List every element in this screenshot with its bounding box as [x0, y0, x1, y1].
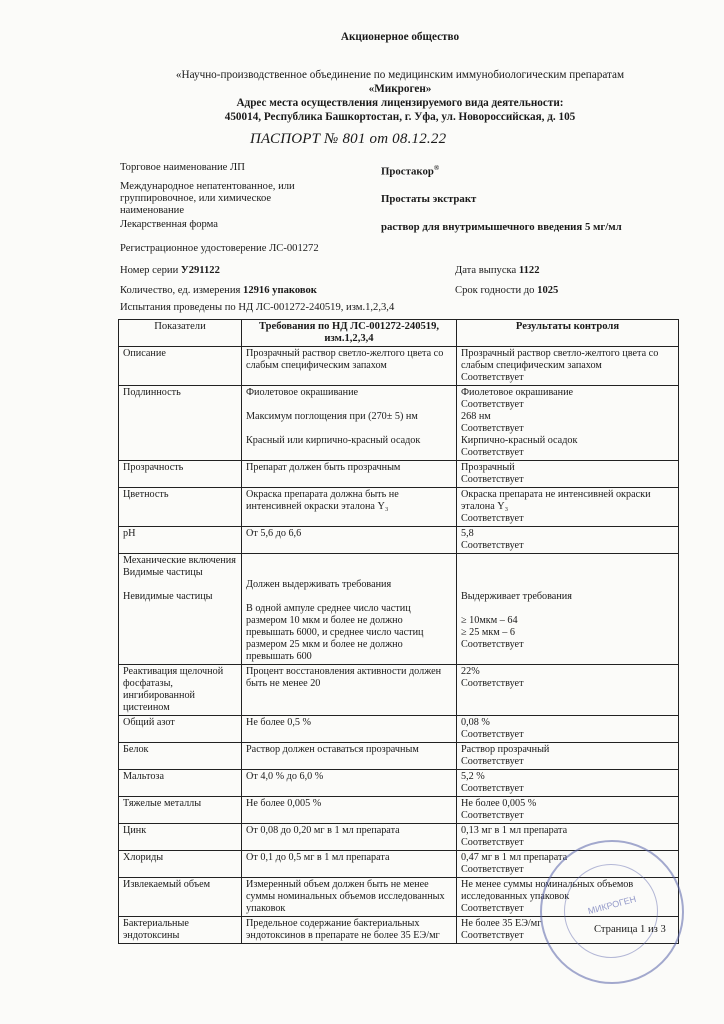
cell-requirement: От 4,0 % до 6,0 % [242, 770, 457, 797]
cell-param: Общий азот [119, 716, 242, 743]
cell-requirement: Не более 0,005 % [242, 797, 457, 824]
cell-result: 5,8 Соответствует [457, 527, 679, 554]
cell-requirement: Раствор должен оставаться прозрачным [242, 743, 457, 770]
registration-text: Регистрационное удостоверение ЛС-001272 [120, 243, 319, 254]
table-row [119, 347, 679, 386]
seal-stamp [540, 840, 684, 984]
cell-result: 0,47 мг в 1 мл препарата Соответствует [457, 851, 679, 878]
address-value: 450014, Республика Башкортостан, г. Уфа, ул. Новороссийская, д. 105 [224, 111, 576, 123]
page-number: Страница 1 из 3 [594, 924, 666, 935]
expiry-value: 1025 [537, 285, 559, 296]
series-row: Номер серии У291122 [120, 265, 220, 276]
table-row [119, 461, 679, 488]
table-header-row [119, 320, 679, 347]
cell-result: Прозрачный раствор светло-желтого цвета со слабым специфическим запахом Соответствует [457, 347, 679, 386]
inn-label-3: наименование [120, 205, 185, 216]
cell-result: Выдерживает требования ≥ 10мкм – 64 ≥ 25 мкм – 6 Соответствует [457, 554, 679, 665]
cell-requirement: От 0,1 до 0,5 мг в 1 мл препарата [242, 851, 457, 878]
release-row: Дата выпуска 1122 [455, 265, 540, 276]
cell-requirement: Окраска препарата должна быть не интенсивней окраски эталона Y₃ [242, 488, 457, 527]
cell-param: Бактериальные эндотоксины [119, 917, 242, 944]
table-row [119, 665, 679, 716]
table-row [119, 770, 679, 797]
cell-result: 5,2 % Соответствует [457, 770, 679, 797]
cell-result: Не более 35 ЕЭ/мг Соответствует [457, 917, 679, 944]
cell-param: Механические включения Видимые частицы Невидимые частицы [119, 554, 242, 665]
cell-result: 0,08 % Соответствует [457, 716, 679, 743]
cell-param: Реактивация щелочной фосфатазы, ингибированной цистеином [119, 665, 242, 716]
cell-param: Прозрачность [119, 461, 242, 488]
trade-name-value: Простакор® [381, 164, 440, 178]
inn-label-1: Международное непатентованное, или [120, 181, 295, 192]
cell-requirement: Измеренный объем должен быть не менее суммы номинальных объемов исследованных упаковок [242, 878, 457, 917]
tests-text: Испытания проведены по НД ЛС-001272-240519, изм.1,2,3,4 [120, 302, 395, 313]
inn-value: Простаты экстракт [381, 193, 477, 205]
cell-param: Белок [119, 743, 242, 770]
cell-result: Раствор прозрачный Соответствует [457, 743, 679, 770]
cell-requirement: От 0,08 до 0,20 мг в 1 мл препарата [242, 824, 457, 851]
cell-requirement: Должен выдерживать требования В одной ампуле среднее число частиц размером 10 мкм и более не должно превышать 6000, и среднее число частиц размером 25 мкм и более не должно превышать 600 [242, 554, 457, 665]
org-type: Акционерное общество [340, 31, 460, 43]
table-row [119, 527, 679, 554]
cell-requirement: Не более 0,5 % [242, 716, 457, 743]
cell-requirement: От 5,6 до 6,6 [242, 527, 457, 554]
table-row [119, 716, 679, 743]
address-label: Адрес места осуществления лицензируемого вида деятельности: [236, 97, 564, 109]
cell-param: Извлекаемый объем [119, 878, 242, 917]
passport-title: ПАСПОРТ № 801 от 08.12.22 [250, 131, 447, 147]
cell-result: Не менее суммы номинальных объемов исследованных упаковок Соответствует [457, 878, 679, 917]
cell-requirement: Процент восстановления активности должен быть не менее 20 [242, 665, 457, 716]
seal-text: МИКРОГЕН [586, 893, 638, 917]
cell-result: 0,13 мг в 1 мл препарата Соответствует [457, 824, 679, 851]
cell-result: 22% Соответствует [457, 665, 679, 716]
table-row [119, 554, 679, 665]
release-value: 1122 [518, 265, 540, 276]
trade-name-label: Торговое наименование ЛП [120, 162, 245, 173]
cell-result: Прозрачный Соответствует [457, 461, 679, 488]
cell-requirement: Прозрачный раствор светло-желтого цвета со слабым специфическим запахом [242, 347, 457, 386]
cell-requirement: Фиолетовое окрашивание Максимум поглощения при (270± 5) нм Красный или кирпично-красный осадок [242, 386, 457, 461]
cell-result: Окраска препарата не интенсивней окраски эталона Y₃ Соответствует [457, 488, 679, 527]
form-label: Лекарственная форма [120, 219, 218, 230]
header-param: Показатели [119, 320, 242, 347]
table-row [119, 386, 679, 461]
cell-requirement: Препарат должен быть прозрачным [242, 461, 457, 488]
expiry-row: Срок годности до 1025 [455, 285, 559, 296]
header-requirements: Требования по НД ЛС-001272-240519, изм.1,2,3,4 [242, 320, 457, 347]
org-name: «Научно-производственное объединение по медицинским иммунобиологическим препаратам [175, 69, 625, 81]
table-row [119, 797, 679, 824]
quantity-row: Количество, ед. измерения 12916 упаковок [120, 285, 317, 296]
cell-param: Описание [119, 347, 242, 386]
quantity-value: 12916 упаковок [243, 285, 317, 296]
org-short-name: «Микроген» [368, 83, 432, 95]
cell-param: pH [119, 527, 242, 554]
inn-label-2: группировочное, или химическое [120, 193, 272, 204]
cell-param: Хлориды [119, 851, 242, 878]
header-results: Результаты контроля [457, 320, 679, 347]
cell-param: Цветность [119, 488, 242, 527]
cell-result: Фиолетовое окрашивание Соответствует 268 нм Соответствует Кирпично-красный осадок Соответствует [457, 386, 679, 461]
table-row [119, 488, 679, 527]
cell-param: Цинк [119, 824, 242, 851]
cell-param: Подлинность [119, 386, 242, 461]
form-value: раствор для внутримышечного введения 5 мг/мл [381, 221, 622, 233]
series-value: У291122 [180, 265, 220, 276]
cell-requirement: Предельное содержание бактериальных эндотоксинов в препарате не более 35 ЕЭ/мг [242, 917, 457, 944]
cell-param: Мальтоза [119, 770, 242, 797]
cell-param: Тяжелые металлы [119, 797, 242, 824]
table-row [119, 743, 679, 770]
cell-result: Не более 0,005 % Соответствует [457, 797, 679, 824]
